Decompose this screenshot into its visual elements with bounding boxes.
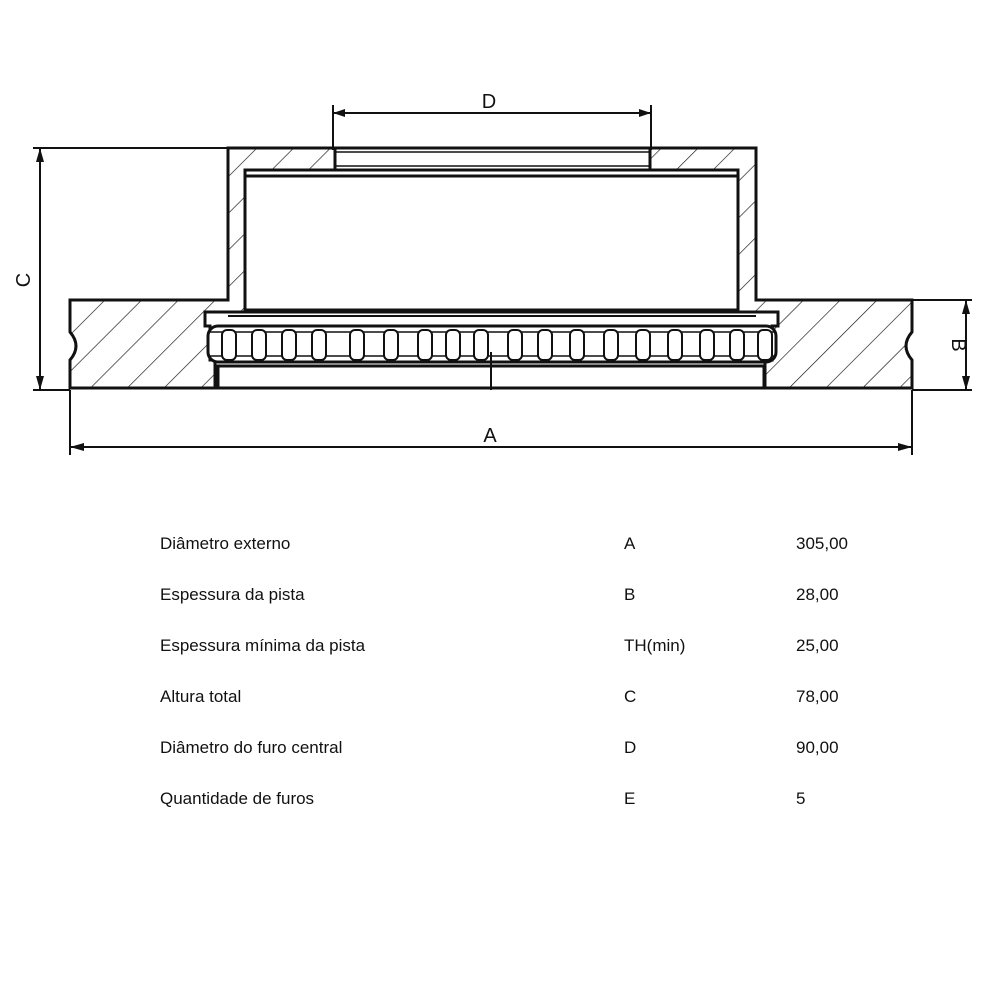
vent-vane <box>222 330 236 360</box>
brake-disc-cross-section-drawing <box>0 0 1000 480</box>
spec-name: Diâmetro externo <box>160 534 291 553</box>
spec-value: 5 <box>796 789 806 808</box>
dimension-a <box>70 390 912 455</box>
spec-name: Altura total <box>160 687 242 706</box>
spec-value: 90,00 <box>796 738 839 757</box>
vent-vane <box>418 330 432 360</box>
spec-code: E <box>624 789 636 808</box>
dimension-b <box>912 300 972 390</box>
vent-vane <box>350 330 364 360</box>
spec-name: Espessura da pista <box>160 585 305 604</box>
vent-vane <box>384 330 398 360</box>
vent-vane <box>508 330 522 360</box>
dimension-a-label: A <box>483 425 497 447</box>
dimension-c-label: C <box>13 272 35 288</box>
specifications-table <box>160 530 880 836</box>
spec-name: Diâmetro do furo central <box>160 738 343 757</box>
vent-vane <box>668 330 682 360</box>
dimension-d-label: D <box>481 91 497 113</box>
spec-value: 305,00 <box>796 534 848 553</box>
spec-row <box>160 683 880 734</box>
vent-vane <box>570 330 584 360</box>
spec-row <box>160 581 880 632</box>
spec-row <box>160 632 880 683</box>
vent-vane <box>730 330 744 360</box>
dimension-b-label: B <box>947 338 969 352</box>
vent-vane <box>446 330 460 360</box>
vent-vane <box>604 330 618 360</box>
spec-value: 78,00 <box>796 687 839 706</box>
dimension-d <box>333 91 651 150</box>
spec-row <box>160 785 880 836</box>
hat-cavity <box>245 176 738 310</box>
vent-vane <box>636 330 650 360</box>
vent-vane <box>474 330 488 360</box>
spec-code: D <box>624 738 637 757</box>
spec-code: A <box>624 534 636 553</box>
vent-vane <box>758 330 772 360</box>
vent-vane <box>312 330 326 360</box>
spec-row <box>160 530 880 581</box>
spec-value: 28,00 <box>796 585 839 604</box>
vent-vane <box>252 330 266 360</box>
vent-vane <box>538 330 552 360</box>
spec-name: Quantidade de furos <box>160 789 315 808</box>
vent-vane <box>282 330 296 360</box>
vent-vane <box>700 330 714 360</box>
spec-name: Espessura mínima da pista <box>160 636 366 655</box>
spec-code: TH(min) <box>624 636 686 655</box>
spec-code: B <box>624 585 636 604</box>
spec-value: 25,00 <box>796 636 839 655</box>
spec-code: C <box>624 687 637 706</box>
spec-row <box>160 734 880 785</box>
